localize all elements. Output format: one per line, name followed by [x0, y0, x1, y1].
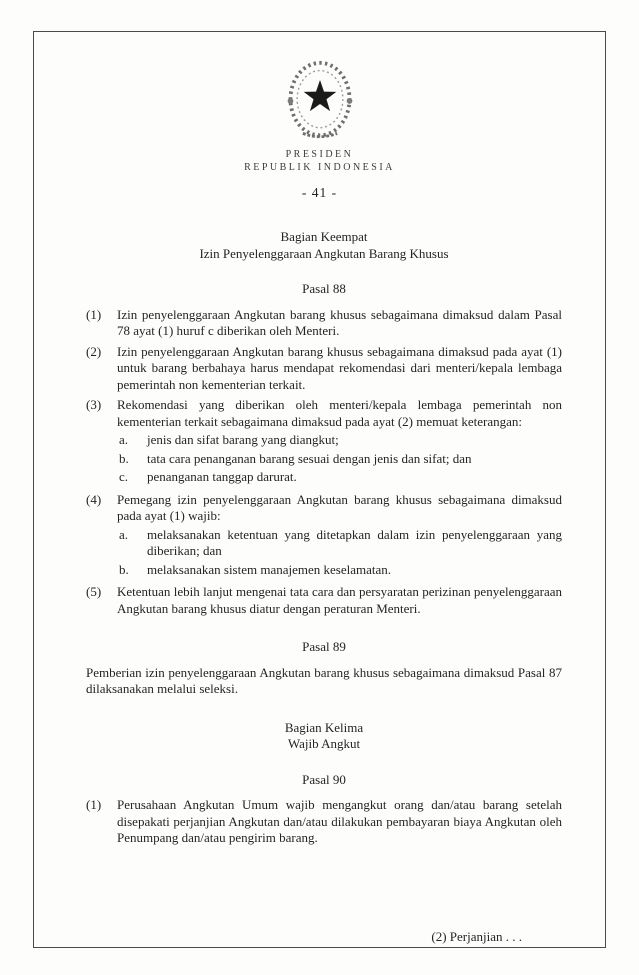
letterhead: [0, 56, 639, 201]
sub-item-letter: b.: [119, 450, 129, 466]
item-text: Ketentuan lebih lanjut mengenai tata cara dan persyaratan perizinan penyelenggaraan Angkutan barang khusus diatur dengan peraturan Menteri.: [117, 584, 562, 616]
sub-item: [117, 527, 562, 560]
sub-item-text: melaksanakan sistem manajemen keselamatan.: [147, 561, 392, 577]
presidential-seal-icon: [280, 56, 360, 146]
item-text: Rekomendasi yang diberikan oleh menteri/kepala lembaga pemerintah non kementerian terkait sebagaimana dimaksud pada ayat (2) memuat keterangan:: [117, 397, 562, 429]
article-title-pasal-90: Pasal 90: [302, 771, 346, 787]
org-name-line1: PRESIDEN: [285, 149, 354, 160]
list-item: [86, 797, 562, 847]
section-subheading-bagian-kelima: Wajib Angkut: [287, 736, 361, 751]
list-item: [86, 307, 562, 340]
sub-list: [117, 527, 562, 579]
sub-item-text: jenis dan sifat barang yang diangkut;: [147, 432, 339, 447]
sub-item-letter: a.: [119, 526, 129, 542]
item-text: Izin penyelenggaraan Angkutan barang khusus sebagaimana dimaksud pada ayat (1) untuk barang berbahaya harus mendapat rekomendasi dari menteri/kepala lembaga pemerintah non kementerian terkait.: [117, 343, 562, 392]
sub-item-letter: c.: [119, 469, 129, 484]
section-heading-bagian-keempat: Bagian Keempat: [280, 229, 368, 244]
article-paragraph: Pemberian izin penyelenggaraan Angkutan barang khusus sebagaimana dimaksud Pasal 87 dilaksanakan melalui seleksi.: [86, 664, 562, 696]
item-number: (1): [86, 306, 102, 322]
item-number: (3): [86, 397, 102, 412]
document-body: [86, 229, 562, 851]
catchword-next-page: (2) Perjanjian . . .: [431, 929, 522, 944]
list-item: [86, 492, 562, 581]
article-title-pasal-88: Pasal 88: [302, 281, 346, 296]
sub-list: [117, 432, 562, 486]
item-text: Izin penyelenggaraan Angkutan barang khusus sebagaimana dimaksud dalam Pasal 78 ayat (1) huruf c diberikan oleh Menteri.: [117, 306, 562, 338]
sub-item-letter: b.: [119, 561, 129, 577]
sub-item: [117, 451, 562, 468]
sub-item-letter: a.: [119, 432, 129, 447]
list-item: [86, 584, 562, 617]
item-text: Perusahaan Angkutan Umum wajib mengangkut orang dan/atau barang setelah disepakati perjanjian Angkutan dan/atau dilakukan pembayaran biaya Angkutan oleh Penumpang dan/atau pengirim barang.: [117, 797, 562, 845]
org-name-line2: REPUBLIK INDONESIA: [244, 162, 395, 173]
item-number: (4): [86, 491, 102, 507]
sub-item: [117, 432, 562, 449]
page-number: - 41 -: [301, 185, 338, 200]
section-heading-bagian-kelima: Bagian Kelima: [284, 719, 364, 735]
list-item: [86, 397, 562, 488]
sub-item: [117, 562, 562, 579]
sub-item-text: penanganan tanggap darurat.: [147, 469, 297, 484]
item-body: [117, 397, 562, 488]
sub-item: [117, 469, 562, 486]
item-body: [117, 492, 562, 581]
item-number: (2): [86, 343, 102, 359]
section-subheading-bagian-keempat: Izin Penyelenggaraan Angkutan Barang Khusus: [199, 245, 449, 261]
item-number: (5): [86, 584, 102, 599]
item-text: Pemegang izin penyelenggaraan Angkutan barang khusus sebagaimana dimaksud pada ayat (1) wajib:: [117, 491, 562, 523]
list-item: [86, 344, 562, 394]
article-title-pasal-89: Pasal 89: [302, 639, 346, 654]
sub-item-text: tata cara penanganan barang sesuai dengan jenis dan sifat; dan: [147, 450, 472, 466]
sub-item-text: melaksanakan ketentuan yang ditetapkan dalam izin penyelenggaraan yang diberikan; dan: [147, 526, 562, 558]
item-number: (1): [86, 797, 102, 812]
